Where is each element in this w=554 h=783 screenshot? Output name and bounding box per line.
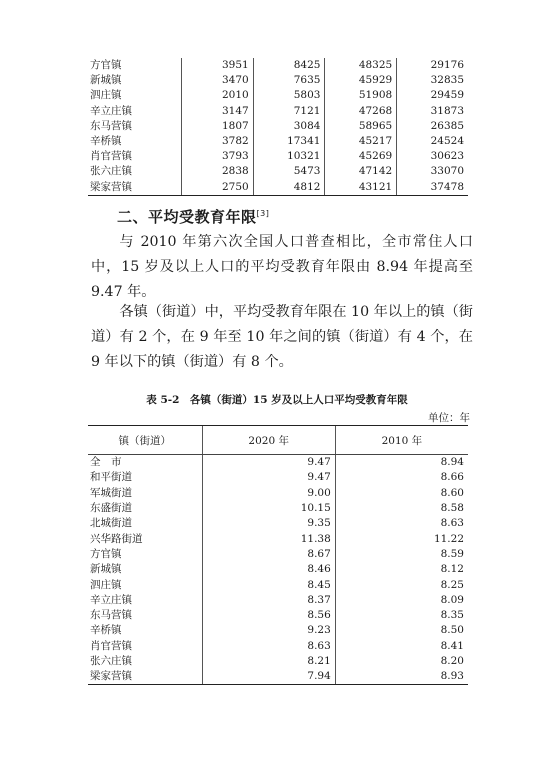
value-cell: 7635 (253, 73, 325, 88)
value-2010-cell: 8.35 (335, 608, 468, 623)
education-years-table (88, 425, 468, 685)
town-name-cell: 和平街道 (90, 471, 132, 484)
table-row (88, 593, 468, 608)
value-2020-cell: 9.00 (202, 486, 335, 501)
value-cell: 58965 (325, 119, 397, 134)
table-row (88, 88, 468, 103)
value-2020-cell: 9.47 (202, 455, 335, 471)
town-name-cell: 张六庄镇 (90, 655, 132, 667)
value-cell: 31873 (430, 104, 464, 117)
value-2020-cell: 7.94 (202, 669, 335, 685)
town-name-cell: 北城街道 (90, 517, 132, 530)
value-2020-cell: 8.67 (202, 547, 335, 562)
value-cell: 30623 (430, 150, 464, 163)
table-caption: 表 5-2 各镇（街道）15 岁及以上人口平均受教育年限 (146, 394, 408, 406)
value-2020-cell: 9.47 (202, 470, 335, 485)
table-row (88, 486, 468, 501)
value-2010-cell: 8.09 (335, 593, 468, 608)
value-2020-cell: 8.45 (202, 577, 335, 592)
table-row (88, 180, 468, 196)
table-row (88, 623, 468, 638)
value-cell: 45269 (325, 149, 397, 164)
town-name-cell: 辛立庄镇 (88, 104, 181, 119)
town-name-cell: 辛桥镇 (88, 134, 181, 149)
value-cell: 4812 (253, 180, 325, 196)
value-cell: 43121 (325, 180, 397, 196)
table-row (88, 562, 468, 577)
value-cell: 29459 (430, 89, 464, 102)
town-name-cell: 泗庄镇 (90, 578, 122, 591)
table-row (88, 455, 468, 471)
table-row (88, 531, 468, 546)
town-name-cell: 军城街道 (90, 486, 132, 499)
value-cell: 3470 (181, 73, 253, 88)
value-2010-cell: 8.25 (335, 577, 468, 592)
value-2020-cell: 8.37 (202, 593, 335, 608)
table-row (88, 104, 468, 119)
table-row (88, 119, 468, 134)
value-cell: 51908 (325, 88, 397, 103)
town-name-cell: 梁家营镇 (88, 180, 181, 196)
value-cell: 5803 (253, 88, 325, 103)
table-row (88, 73, 468, 88)
value-2010-cell: 8.59 (335, 547, 468, 562)
value-cell: 3782 (181, 134, 253, 149)
value-2010-cell: 8.58 (335, 501, 468, 516)
value-2020-cell: 8.46 (202, 562, 335, 577)
value-2010-cell: 8.20 (335, 654, 468, 669)
header-2010: 2010 年 (335, 426, 468, 455)
value-cell: 3147 (181, 104, 253, 119)
value-2020-cell: 8.56 (202, 608, 335, 623)
value-2010-cell: 8.63 (335, 516, 468, 531)
value-cell: 45217 (325, 134, 397, 149)
section-heading (117, 206, 269, 227)
value-cell: 3084 (253, 119, 325, 134)
value-cell: 48325 (325, 58, 397, 73)
town-name-cell: 方官镇 (88, 58, 181, 73)
town-name-cell: 东马营镇 (88, 119, 181, 134)
value-cell: 37478 (397, 180, 468, 196)
header-town: 镇（街道） (88, 426, 202, 455)
table-row (88, 639, 468, 654)
value-cell: 2750 (181, 180, 253, 196)
value-cell: 24524 (430, 135, 464, 148)
table-row (88, 164, 468, 179)
value-cell: 29176 (430, 59, 464, 72)
value-cell: 1807 (181, 119, 253, 134)
value-cell: 7121 (253, 104, 325, 119)
value-cell: 47142 (325, 164, 397, 179)
value-2020-cell: 10.15 (202, 501, 335, 516)
value-2010-cell: 8.60 (335, 486, 468, 501)
town-name-cell: 东马营镇 (90, 609, 132, 622)
town-name-cell: 肖官营镇 (88, 149, 181, 164)
value-2010-cell: 8.50 (335, 623, 468, 638)
town-name-cell: 肖官营镇 (90, 639, 132, 652)
table-row (88, 654, 468, 669)
population-table-continuation (88, 58, 468, 196)
table-header-row (88, 426, 468, 455)
value-2010-cell: 8.66 (335, 470, 468, 485)
table-row (88, 516, 468, 531)
value-2020-cell: 8.63 (202, 639, 335, 654)
town-name-cell: 张六庄镇 (88, 164, 181, 179)
town-name-cell: 新城镇 (88, 73, 181, 88)
table-row (88, 149, 468, 164)
value-2010-cell: 11.22 (335, 531, 468, 546)
value-cell: 2010 (181, 88, 253, 103)
value-cell: 3951 (181, 58, 253, 73)
value-cell: 26385 (430, 119, 464, 132)
table-row (88, 470, 468, 485)
table-row (88, 577, 468, 592)
value-2020-cell: 9.35 (202, 516, 335, 531)
value-cell: 5473 (253, 164, 325, 179)
value-cell: 45929 (325, 73, 397, 88)
value-cell: 47268 (325, 104, 397, 119)
table-unit: 单位：年 (428, 412, 470, 424)
town-name-cell: 东盛街道 (90, 502, 132, 515)
table-row (88, 547, 468, 562)
value-cell: 2838 (181, 164, 253, 179)
paragraph-distribution: 各镇（街道）中，平均受教育年限在 10 年以上的镇（街道）有 2 个，在 9 年至 10 年之间的镇（街道）有 4 个，在 9 年以下的镇（街道）有 8 个。 (91, 304, 473, 370)
table-row (88, 58, 468, 73)
value-2010-cell: 8.94 (335, 455, 468, 471)
value-2010-cell: 8.93 (335, 669, 468, 685)
town-name-cell: 辛立庄镇 (90, 593, 132, 606)
value-cell: 8425 (253, 58, 325, 73)
table-row (88, 134, 468, 149)
town-name-cell: 全 市 (90, 456, 122, 469)
header-2020: 2020 年 (202, 426, 335, 455)
value-2020-cell: 8.21 (202, 654, 335, 669)
table-row (88, 501, 468, 516)
table-row (88, 608, 468, 623)
value-cell: 10321 (253, 149, 325, 164)
town-name-cell: 梁家营镇 (88, 669, 202, 685)
town-name-cell: 新城镇 (90, 563, 122, 576)
table-row (88, 669, 468, 685)
value-cell: 32835 (430, 74, 464, 87)
value-2010-cell: 8.41 (335, 639, 468, 654)
value-cell: 3793 (181, 149, 253, 164)
value-cell: 17341 (253, 134, 325, 149)
paragraph-comparison: 与 2010 年第六次全国人口普查相比，全市常住人口中，15 岁及以上人口的平均受教育年限由 8.94 年提高至 9.47 年。 (91, 234, 473, 300)
town-name-cell: 泗庄镇 (88, 88, 181, 103)
footnote-ref: [3] (256, 209, 270, 218)
town-name-cell: 兴华路街道 (90, 532, 143, 545)
town-name-cell: 方官镇 (90, 547, 122, 560)
value-2020-cell: 9.23 (202, 623, 335, 638)
value-2010-cell: 8.12 (335, 562, 468, 577)
section-heading-text: 二、平均受教育年限 (117, 208, 257, 226)
value-cell: 33070 (430, 165, 464, 178)
value-2020-cell: 11.38 (202, 531, 335, 546)
town-name-cell: 辛桥镇 (90, 624, 122, 637)
